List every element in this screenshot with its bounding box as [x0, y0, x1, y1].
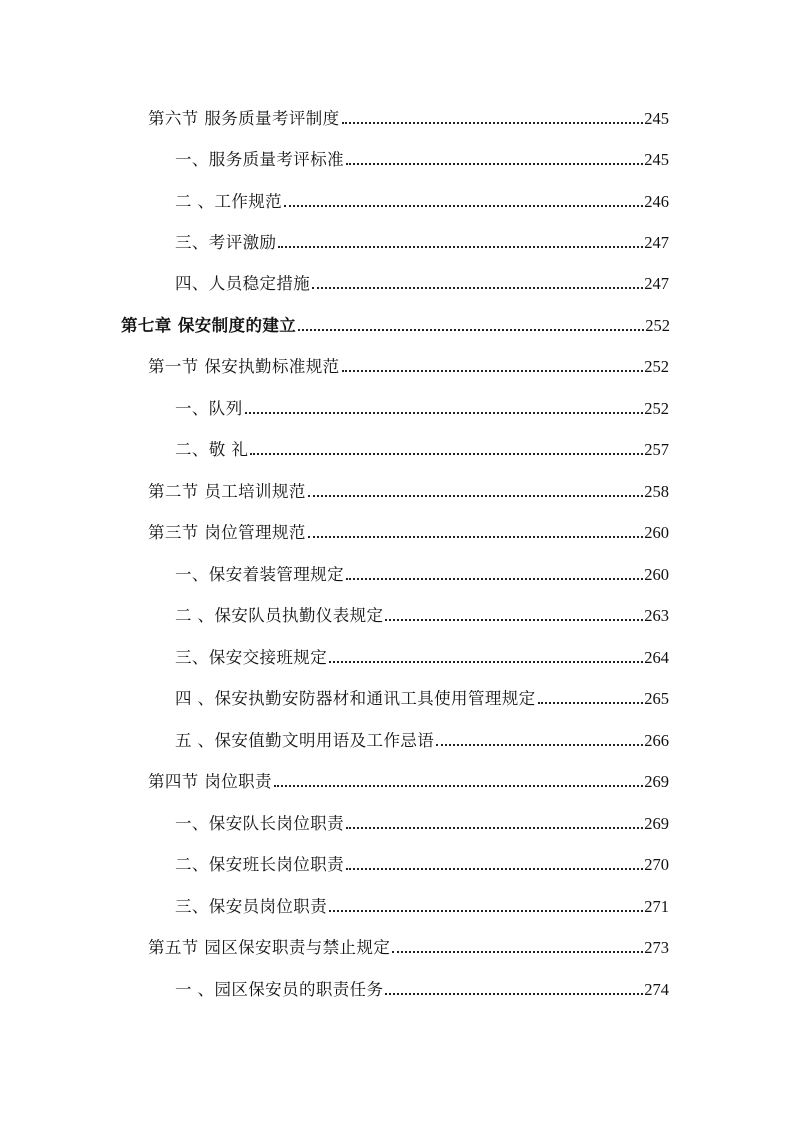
- dot-leader: [342, 370, 644, 372]
- toc-entry-page-number: 271: [644, 897, 669, 916]
- toc-entry-item[interactable]: [175, 562, 669, 586]
- toc-entry-title: 第七章 保安制度的建立: [121, 316, 297, 335]
- dot-leader: [385, 993, 643, 995]
- toc-entry-title: 一、队列: [175, 399, 243, 418]
- toc-entry-page-number: 247: [644, 274, 669, 293]
- toc-entry-section-4[interactable]: [148, 769, 669, 793]
- toc-entry-item[interactable]: [175, 728, 669, 752]
- toc-entry-page-number: 263: [644, 606, 669, 625]
- dot-leader: [245, 412, 644, 414]
- toc-entry-title: 二 、保安队员执勤仪表规定: [175, 606, 384, 625]
- toc-entry-page-number: 252: [644, 357, 669, 376]
- dot-leader: [298, 329, 644, 331]
- dot-leader: [284, 205, 643, 207]
- dot-leader: [538, 702, 644, 704]
- toc-entry-page-number: 260: [644, 565, 669, 584]
- toc-entry-section-3[interactable]: [148, 520, 669, 544]
- toc-entry-section-1[interactable]: [148, 354, 669, 378]
- toc-entry-section-2[interactable]: [148, 479, 669, 503]
- toc-entry-title: 第五节 园区保安职责与禁止规定: [148, 938, 391, 957]
- toc-entry-item[interactable]: [175, 189, 669, 213]
- toc-entry-title: 第四节 岗位职责: [148, 772, 272, 791]
- toc-entry-title: 二 、工作规范: [175, 192, 283, 211]
- toc-entry-item[interactable]: [175, 437, 669, 461]
- dot-leader: [308, 495, 644, 497]
- dot-leader: [308, 536, 644, 538]
- toc-entry-item[interactable]: [175, 396, 669, 420]
- toc-entry-page-number: 247: [644, 233, 669, 252]
- toc-entry-item[interactable]: [175, 230, 669, 254]
- toc-entry-item[interactable]: [175, 811, 669, 835]
- toc-entry-title: 第二节 员工培训规范: [148, 482, 306, 501]
- dot-leader: [278, 246, 643, 248]
- toc-entry-page-number: 274: [644, 980, 669, 999]
- dot-leader: [312, 287, 643, 289]
- toc-entry-section-6[interactable]: [148, 106, 669, 130]
- toc-entry-title: 一、服务质量考评标准: [175, 150, 344, 169]
- toc-entry-page-number: 269: [644, 814, 669, 833]
- toc-entry-item[interactable]: [175, 977, 669, 1001]
- toc-entry-title: 一、保安着装管理规定: [175, 565, 344, 584]
- toc-entry-title: 第三节 岗位管理规范: [148, 523, 306, 542]
- dot-leader: [385, 619, 643, 621]
- dot-leader: [342, 122, 644, 124]
- dot-leader: [346, 578, 643, 580]
- toc-entry-page-number: 245: [644, 109, 669, 128]
- toc-entry-page-number: 265: [644, 689, 669, 708]
- toc-entry-item[interactable]: [175, 603, 669, 627]
- toc-entry-section-5[interactable]: [148, 935, 669, 959]
- toc-entry-item[interactable]: [175, 686, 669, 710]
- toc-entry-title: 一 、园区保安员的职责任务: [175, 980, 384, 999]
- toc-entry-title: 第六节 服务质量考评制度: [148, 109, 340, 128]
- toc-entry-item[interactable]: [175, 645, 669, 669]
- toc-entry-page-number: 245: [644, 150, 669, 169]
- toc-entry-page-number: 246: [644, 192, 669, 211]
- dot-leader: [346, 163, 643, 165]
- toc-entry-page-number: 273: [644, 938, 669, 957]
- dot-leader: [436, 744, 643, 746]
- dot-leader: [346, 868, 643, 870]
- toc-entry-page-number: 260: [644, 523, 669, 542]
- toc-entry-title: 三、保安交接班规定: [175, 648, 328, 667]
- toc-entry-page-number: 270: [644, 855, 669, 874]
- toc-entry-page-number: 252: [644, 399, 669, 418]
- toc-entry-title: 二、保安班长岗位职责: [175, 855, 344, 874]
- toc-entry-item[interactable]: [175, 852, 669, 876]
- dot-leader: [274, 785, 643, 787]
- toc-entry-chapter-7[interactable]: [121, 313, 670, 337]
- toc-entry-title: 四 、保安执勤安防器材和通讯工具使用管理规定: [175, 689, 536, 708]
- toc-entry-title: 二、敬 礼: [175, 440, 249, 459]
- dot-leader: [250, 453, 643, 455]
- toc-entry-title: 三、考评激励: [175, 233, 277, 252]
- dot-leader: [392, 951, 643, 953]
- toc-entry-page-number: 258: [644, 482, 669, 501]
- dot-leader: [329, 910, 643, 912]
- toc-entry-item[interactable]: [175, 894, 669, 918]
- dot-leader: [346, 827, 643, 829]
- toc-entry-item[interactable]: [175, 271, 669, 295]
- toc-entry-title: 三、保安员岗位职责: [175, 897, 328, 916]
- toc-entry-page-number: 264: [644, 648, 669, 667]
- toc-entry-title: 五 、保安值勤文明用语及工作忌语: [175, 731, 435, 750]
- toc-entry-page-number: 252: [645, 316, 670, 335]
- toc-entry-title: 四、人员稳定措施: [175, 274, 311, 293]
- toc-entry-page-number: 266: [644, 731, 669, 750]
- toc-entry-item[interactable]: [175, 147, 669, 171]
- toc-entry-title: 第一节 保安执勤标准规范: [148, 357, 340, 376]
- toc-entry-page-number: 257: [644, 440, 669, 459]
- toc-entry-page-number: 269: [644, 772, 669, 791]
- dot-leader: [329, 661, 643, 663]
- toc-entry-title: 一、保安队长岗位职责: [175, 814, 344, 833]
